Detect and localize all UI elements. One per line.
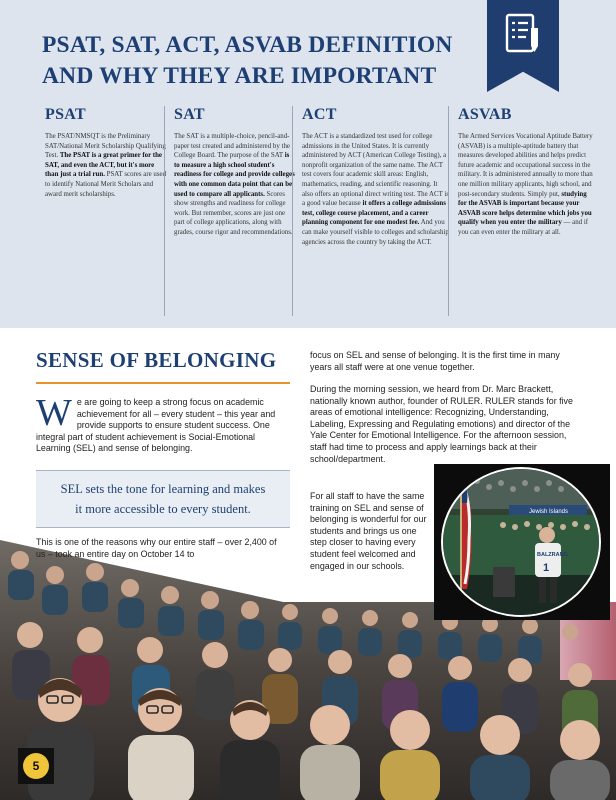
column-text xyxy=(174,132,296,238)
right-paragraph-2: During the morning session, we heard from Dr. Marc Brackett, nationally known author, founder of RULER. RULER stands for five areas of emotional intelligence: Recognizing, Understanding, Labeling, Expressing and Regulating emotions) and director of the Yale Center for Emotional Intelligence. For the afternoon session, staff had time to process and apply learnings back at their school/department. xyxy=(310,384,573,464)
drop-cap: W xyxy=(36,392,72,434)
text-run: The ACT is a standardized test used for college admissions in the United States. It is currently administered by ACT (American College Testing), a nonprofit organization of the same name. The ACT test covers four academic skill areas: English, mathematics, reading, and scientific reasoning. It also offers an optional direct writing test. The ACT is a good value because xyxy=(302,133,449,208)
intro-text: e are going to keep a strong focus on academic achievement for all – every student – this year and provide supports to ensure student success. One integral part of student achievement is Social-Emotional Learning (SEL) and sense of belonging. xyxy=(36,397,276,454)
column-psat xyxy=(36,106,167,316)
continued-paragraph: This is one of the reasons why our entire staff – over 2,400 of us – took an entire day on October 14 to xyxy=(36,537,277,559)
column-act xyxy=(292,106,450,316)
right-paragraph-3: For all staff to have the same training on SEL and sense of belonging is wonderful for our students and brings us one step closer to having every student feel welcomed and engaged in our schools. xyxy=(310,491,427,571)
section-title-rule xyxy=(36,382,290,384)
column-heading: SAT xyxy=(174,106,205,123)
text-run: PSAT scores are used to identify National Merit Scholars and award merit scholarships. xyxy=(45,171,167,198)
column-heading: ACT xyxy=(302,106,337,123)
pull-quote-line1: SEL sets the tone for learning and makes xyxy=(60,482,266,496)
page-title-line1: PSAT, SAT, ACT, ASVAB DEFINITION xyxy=(42,32,453,58)
column-text xyxy=(302,132,450,247)
text-run-bold: it offers a college admissions test, college course placement, and a career planning component for one modest fee. xyxy=(302,200,446,227)
text-run: The SAT is a multiple-choice, pencil-and-paper test created and administered by the College Board. The purpose of the SAT xyxy=(174,133,290,160)
speaker-illustration xyxy=(443,469,599,615)
column-heading: PSAT xyxy=(45,106,86,123)
column-text xyxy=(458,132,596,238)
page-number-badge xyxy=(18,748,54,784)
tests-panel xyxy=(0,0,616,328)
pull-quote xyxy=(36,470,290,528)
svg-text:1: 1 xyxy=(543,562,550,574)
text-run: Scores show strengths and readiness for college work. But remember, scores are just one part of college applications, along with grades, course rigor and recommendations. xyxy=(174,190,293,236)
text-run: And you can make yourself visible to colleges and scholarship agencies across the country by taking the ACT. xyxy=(302,219,449,246)
document-checklist-icon xyxy=(505,12,541,56)
right-paragraph-1: focus on SEL and sense of belonging. It is the first time in many years all staff were at one venue together. xyxy=(310,350,560,372)
test-columns xyxy=(36,106,596,316)
text-run: — and if you can even enter the military at all. xyxy=(458,219,589,236)
arena-banner-text: Jewish Islands xyxy=(529,509,569,515)
text-run-bold: is to measure a high school student's readiness for college and provide colleges with one common data point that can be used to compare all applicants. xyxy=(174,152,295,198)
column-asvab xyxy=(448,106,596,316)
section-title: SENSE OF BELONGING xyxy=(36,348,277,372)
column-text xyxy=(45,132,167,199)
ribbon-banner xyxy=(487,0,559,92)
text-run: The Armed Services Vocational Aptitude Battery (ASVAB) is a multiple-aptitude battery that measures developed abilities and helps predict future academic and occupational success in the military. It is administered annually to more than one million military applicants, high school, and post-secondary students. Simply put, xyxy=(458,133,593,198)
pull-quote-line2: it more accessible to every student. xyxy=(75,502,251,516)
column-heading: ASVAB xyxy=(458,106,512,123)
intro-paragraph xyxy=(36,392,286,455)
column-sat xyxy=(164,106,296,316)
page-title-line2: AND WHY THEY ARE IMPORTANT xyxy=(42,63,437,89)
page-title xyxy=(42,30,512,92)
speaker-photo xyxy=(441,467,601,617)
page-number: 5 xyxy=(23,753,49,779)
text-run-bold: studying for the ASVAB is important because your ASVAB score helps determine which jobs you qualify when you enter the military xyxy=(458,190,592,227)
jersey-text: BALZRANG xyxy=(537,552,568,558)
text-run: The PSAT/NMSQT is the Preliminary SAT/National Merit Scholarship Qualifying Test. xyxy=(45,133,166,160)
text-run-bold: The PSAT is a great primer for the SAT, and even the ACT, but it's more than just a trial run. xyxy=(45,152,162,179)
